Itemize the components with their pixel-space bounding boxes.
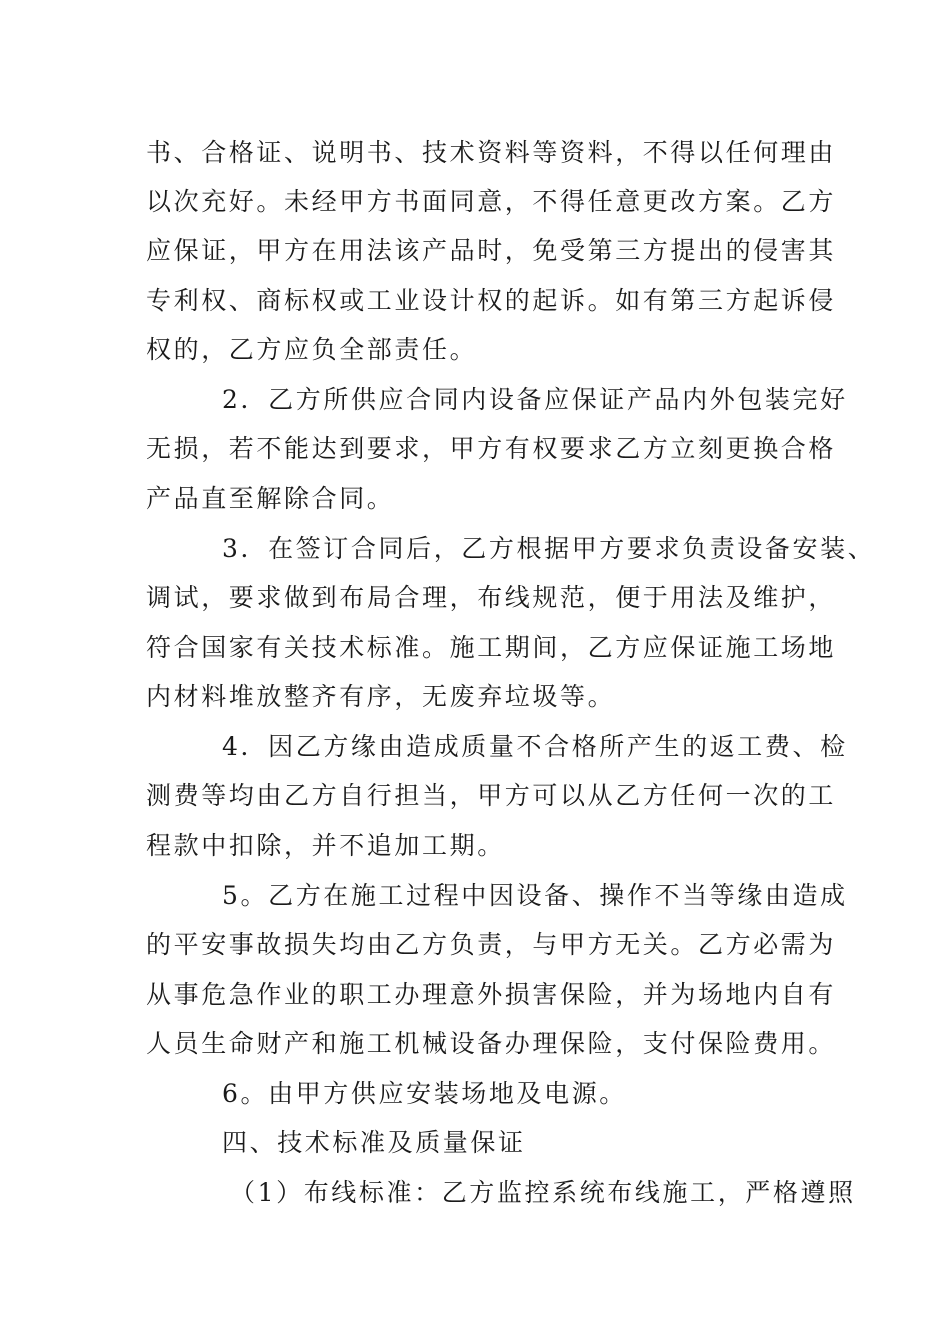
text-line: 测费等均由乙方自行担当，甲方可以从乙方任何一次的工: [146, 781, 837, 810]
text-line: 专利权、商标权或工业设计权的起诉。如有第三方起诉侵: [146, 286, 837, 315]
text-line: 权的，乙方应负全部责任。: [146, 335, 478, 364]
subclause-1-start: （1）布线标准：乙方监控系统布线施工，严格遵照: [230, 1178, 856, 1207]
section-heading: 四、技术标准及质量保证: [222, 1128, 526, 1157]
clause-2-start: 2．乙方所供应合同内设备应保证产品内外包装完好: [222, 385, 848, 414]
text-line: 程款中扣除，并不追加工期。: [146, 831, 505, 860]
text-line: 以次充好。未经甲方书面同意，不得任意更改方案。乙方: [146, 187, 837, 216]
text-line: 产品直至解除合同。: [146, 484, 395, 513]
text-line: 调试，要求做到布局合理，布线规范，便于用法及维护，: [146, 583, 837, 612]
text-line: 书、合格证、说明书、技术资料等资料，不得以任何理由: [146, 138, 837, 167]
clause-4-start: 4．因乙方缘由造成质量不合格所产生的返工费、检: [222, 732, 848, 761]
clause-3-start: 3．在签订合同后，乙方根据甲方要求负责设备安装、: [222, 534, 876, 563]
text-line: 符合国家有关技术标准。施工期间，乙方应保证施工场地: [146, 633, 837, 662]
clause-5-start: 5。乙方在施工过程中因设备、操作不当等缘由造成: [222, 881, 848, 910]
text-line: 的平安事故损失均由乙方负责，与甲方无关。乙方必需为: [146, 930, 837, 959]
text-line: 内材料堆放整齐有序，无废弃垃圾等。: [146, 682, 616, 711]
text-line: 应保证，甲方在用法该产品时，免受第三方提出的侵害其: [146, 236, 837, 265]
text-line: 无损，若不能达到要求，甲方有权要求乙方立刻更换合格: [146, 434, 837, 463]
clause-6: 6。由甲方供应安装场地及电源。: [222, 1079, 627, 1108]
text-line: 人员生命财产和施工机械设备办理保险，支付保险费用。: [146, 1029, 837, 1058]
text-line: 从事危急作业的职工办理意外损害保险，并为场地内自有: [146, 980, 837, 1009]
